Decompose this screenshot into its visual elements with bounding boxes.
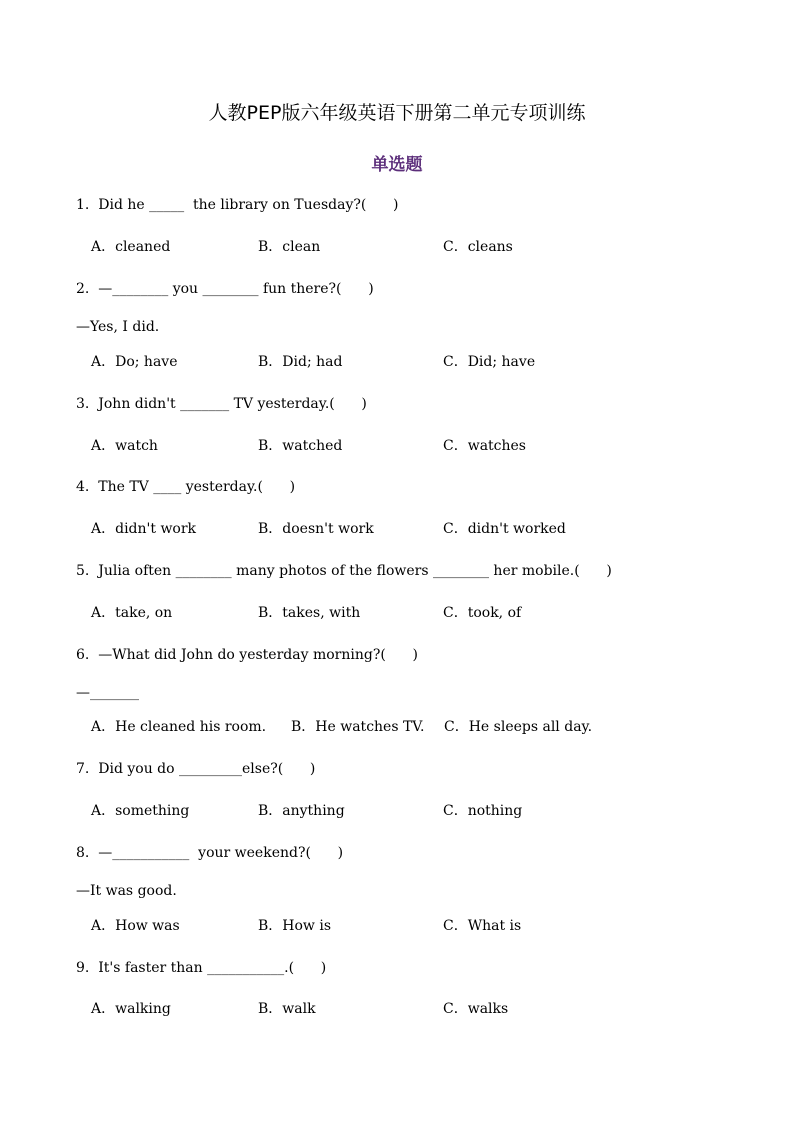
question-6-reply: —_______ [76, 685, 139, 701]
question-6-stem: 6. —What did John do yesterday morning?( ) [76, 647, 418, 663]
question-1-stem: 1. Did he _____ the library on Tuesday?( ) [76, 197, 399, 213]
question-4-option-c[interactable]: C．didn't worked [443, 521, 566, 537]
question-3-option-c[interactable]: C．watches [443, 438, 526, 454]
question-9-option-b[interactable]: B．walk [258, 1001, 316, 1017]
question-6-option-c[interactable]: C．He sleeps all day. [444, 719, 593, 735]
question-1-option-b[interactable]: B．clean [258, 239, 321, 255]
question-2-option-a[interactable]: A．Do; have [91, 354, 178, 370]
question-2-option-c[interactable]: C．Did; have [443, 354, 536, 370]
question-9-stem: 9. It's faster than ___________.( ) [76, 960, 327, 976]
section-title: 单选题 [371, 155, 423, 175]
question-7-option-a[interactable]: A．something [91, 803, 190, 819]
question-9-option-c[interactable]: C．walks [443, 1001, 509, 1017]
question-4-option-a[interactable]: A．didn't work [91, 521, 197, 537]
question-8-stem: 8. —___________ your weekend?( ) [76, 845, 344, 861]
question-2-reply: —Yes, I did. [76, 319, 160, 335]
question-1-option-a[interactable]: A．cleaned [91, 239, 171, 255]
question-8-reply: —It was good. [76, 883, 177, 899]
question-6-option-b[interactable]: B．He watches TV. [291, 719, 425, 735]
question-5-stem: 5. Julia often ________ many photos of the flowers ________ her mobile.( ) [76, 563, 612, 579]
question-3-option-a[interactable]: A．watch [91, 438, 158, 454]
question-7-option-c[interactable]: C．nothing [443, 803, 523, 819]
question-3-option-b[interactable]: B．watched [258, 438, 343, 454]
question-3-stem: 3. John didn't _______ TV yesterday.( ) [76, 396, 367, 412]
question-2-option-b[interactable]: B．Did; had [258, 354, 343, 370]
question-4-option-b[interactable]: B．doesn't work [258, 521, 374, 537]
question-8-option-c[interactable]: C．What is [443, 918, 522, 934]
question-6-option-a[interactable]: A．He cleaned his room. [91, 719, 267, 735]
question-1-option-c[interactable]: C．cleans [443, 239, 513, 255]
question-4-stem: 4. The TV ____ yesterday.( ) [76, 479, 296, 495]
question-8-option-a[interactable]: A．How was [91, 918, 180, 934]
question-5-option-b[interactable]: B．takes, with [258, 605, 361, 621]
page-title: 人教PEP版六年级英语下册第二单元专项训练 [208, 102, 586, 124]
question-9-option-a[interactable]: A．walking [91, 1001, 171, 1017]
question-2-stem: 2. —________ you ________ fun there?( ) [76, 281, 374, 297]
question-7-option-b[interactable]: B．anything [258, 803, 345, 819]
question-5-option-c[interactable]: C．took, of [443, 605, 522, 621]
question-5-option-a[interactable]: A．take, on [91, 605, 173, 621]
question-8-option-b[interactable]: B．How is [258, 918, 332, 934]
question-7-stem: 7. Did you do _________else?( ) [76, 761, 316, 777]
